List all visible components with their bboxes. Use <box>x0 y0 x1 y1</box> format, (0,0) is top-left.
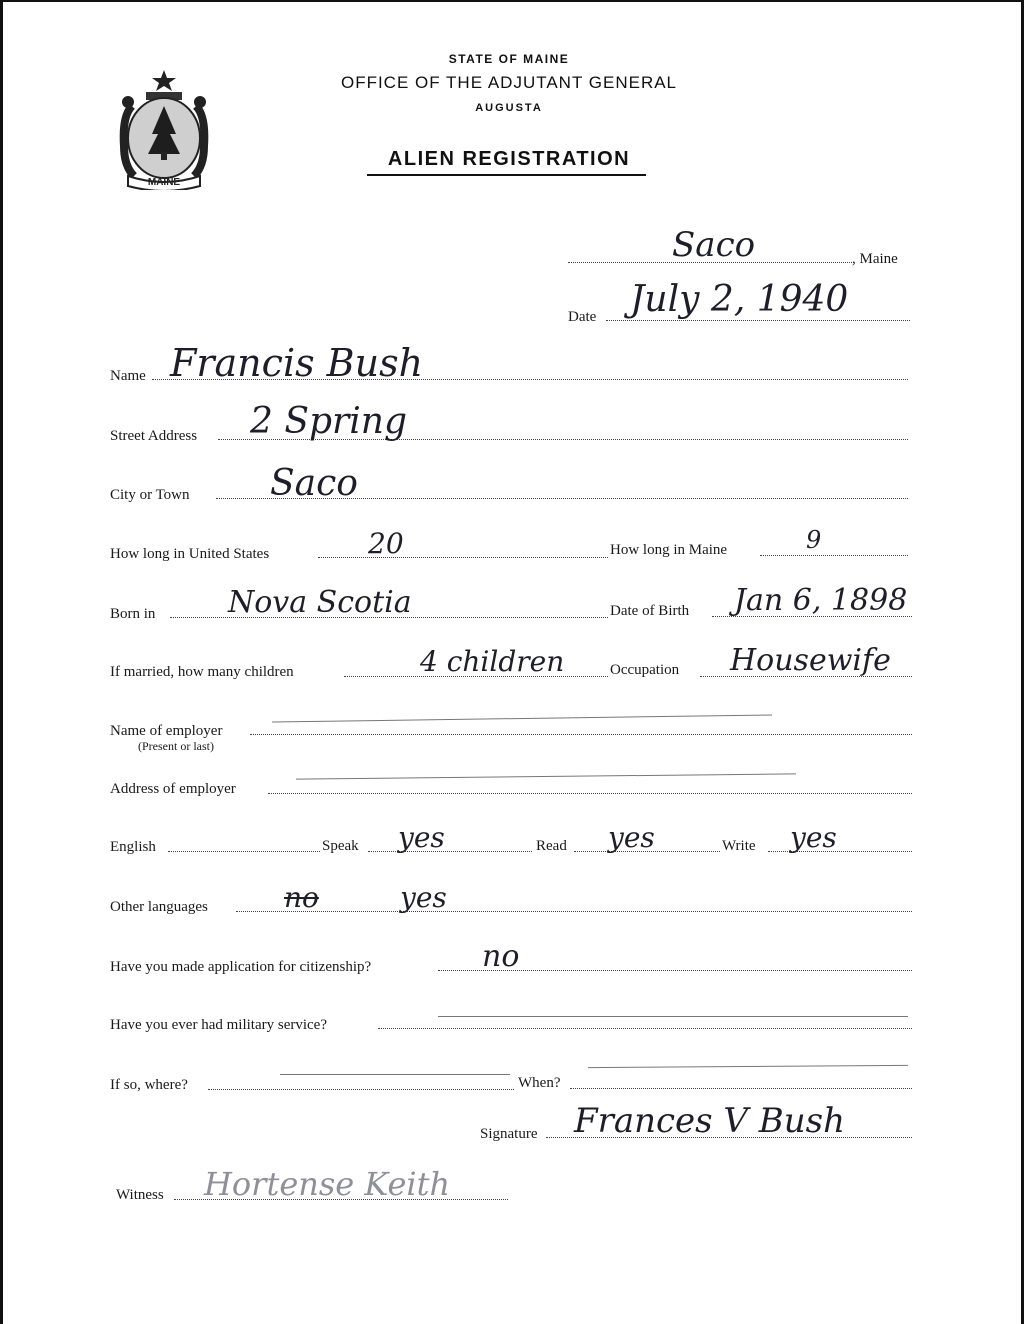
how-long-maine-entry: 9 <box>806 526 822 554</box>
speak-entry: yes <box>398 821 445 854</box>
occupation-label: Occupation <box>610 662 680 678</box>
date-label: Date <box>568 309 597 325</box>
when-label: When? <box>518 1075 561 1091</box>
maine-label: , Maine <box>852 251 898 267</box>
employer-address-line <box>268 793 912 794</box>
when-dash-stroke <box>588 1065 908 1068</box>
occupation-entry: Housewife <box>730 643 891 678</box>
military-dash-stroke <box>438 1016 908 1017</box>
write-label: Write <box>722 838 756 854</box>
citizenship-entry: no <box>482 939 520 974</box>
born-in-entry: Nova Scotia <box>228 585 412 620</box>
how-long-maine-label: How long in Maine <box>610 542 728 558</box>
seal-banner-text: MAINE <box>147 177 181 188</box>
name-entry: Francis Bush <box>170 341 424 385</box>
signature-entry: Frances V Bush <box>574 1101 846 1141</box>
witness-label: Witness <box>116 1187 164 1203</box>
city-entry: Saco <box>270 463 358 504</box>
when-line <box>570 1088 912 1089</box>
citizenship-label: Have you made application for citizenship? <box>110 959 372 975</box>
scan-border-left <box>0 0 3 1324</box>
signature-label: Signature <box>480 1126 538 1142</box>
read-entry: yes <box>608 821 655 854</box>
other-languages-entry: yes <box>400 881 447 914</box>
how-long-us-line <box>318 557 608 558</box>
employer-address-label: Address of employer <box>110 781 236 797</box>
children-label: If married, how many children <box>110 664 294 680</box>
where-dash-stroke <box>280 1074 510 1075</box>
read-label: Read <box>536 838 567 854</box>
employer-sublabel: (Present or last) <box>138 739 214 753</box>
employer-dash-stroke <box>272 715 772 723</box>
military-label: Have you ever had military service? <box>110 1017 327 1033</box>
employer-label: Name of employer <box>110 723 223 739</box>
dob-label: Date of Birth <box>610 603 690 619</box>
employer-line <box>250 734 912 735</box>
how-long-maine-line <box>760 555 908 556</box>
street-label: Street Address <box>110 428 198 444</box>
date-line <box>606 320 910 321</box>
witness-entry: Hortense Keith <box>204 1165 451 1203</box>
other-languages-line <box>236 911 912 912</box>
city-label: City or Town <box>110 487 190 503</box>
city-heading: AUGUSTA <box>475 102 543 114</box>
born-in-label: Born in <box>110 606 156 622</box>
children-entry: 4 children <box>420 645 565 678</box>
speak-line <box>368 851 532 852</box>
state-heading: STATE OF MAINE <box>448 52 570 66</box>
military-line <box>378 1028 912 1029</box>
dob-entry: Jan 6, 1898 <box>734 583 908 618</box>
title-underline <box>367 174 646 176</box>
where-label: If so, where? <box>110 1077 188 1093</box>
where-line <box>208 1089 514 1090</box>
office-heading: OFFICE OF THE ADJUTANT GENERAL <box>340 73 678 92</box>
speak-label: Speak <box>322 838 359 854</box>
date-entry: July 2, 1940 <box>630 279 849 320</box>
scan-border-top <box>0 0 1024 2</box>
name-label: Name <box>110 368 146 384</box>
english-label: English <box>110 839 156 855</box>
town-entry: Saco <box>672 225 756 265</box>
employer-address-dash-stroke <box>296 773 796 779</box>
form-title: ALIEN REGISTRATION <box>387 148 631 170</box>
english-line <box>168 851 320 852</box>
how-long-us-entry: 20 <box>368 527 404 560</box>
how-long-us-label: How long in United States <box>110 546 270 562</box>
street-entry: 2 Spring <box>250 401 408 442</box>
other-languages-struck-entry: no <box>284 881 319 914</box>
other-languages-label: Other languages <box>110 899 208 915</box>
write-entry: yes <box>790 821 837 854</box>
